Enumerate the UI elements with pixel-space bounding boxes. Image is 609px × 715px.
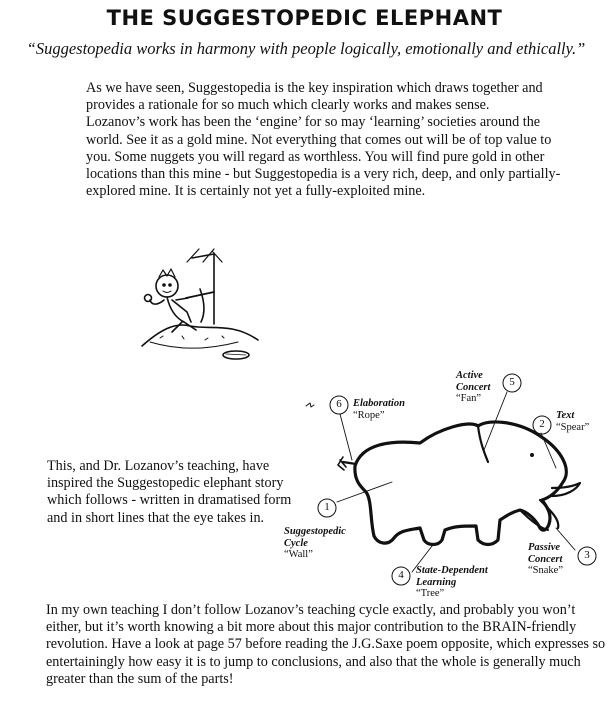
label-passive-concert: [528, 542, 580, 577]
pointer-line-6: [340, 414, 352, 460]
label-text: [556, 410, 606, 433]
elephant-tail-tuft: [338, 457, 346, 470]
label-elaboration: [353, 398, 423, 421]
label-title-2: Text: [556, 410, 575, 421]
label-sub-2: “Spear”: [556, 421, 590, 433]
label-sub-1: “Wall”: [284, 549, 313, 560]
label-sub-3: “Snake”: [528, 565, 563, 576]
label-active-concert: [456, 370, 502, 405]
elephant-body: [355, 422, 566, 545]
elephant-tail: [343, 462, 356, 464]
intro-paragraph-1: As we have seen, Suggestopedia is the key inspiration which draws together and provides a rationale for so much which clearly works and makes sense.: [86, 80, 543, 114]
elephant-eye: [530, 453, 534, 457]
label-title-1: Suggestopedic Cycle: [284, 526, 346, 549]
label-state-dependent-learning: [416, 565, 506, 600]
page-subtitle-quote: “Suggestopedia works in harmony with people logically, emotionally and ethically.”: [26, 39, 586, 58]
marker-number-3: 3: [584, 549, 590, 561]
marker-number-5: 5: [509, 376, 515, 388]
label-sub-5: “Fan”: [456, 393, 482, 404]
pointer-line-1: [337, 482, 392, 502]
marker-number-1: 1: [324, 501, 330, 513]
closing-text: In my own teaching I don’t follow Lozanov’s teaching cycle exactly, and probably you won’t either, but it’s worth knowing a bit more about this major contribution to the BRAIN-friendly revolution. Have a look at page 57 before reading the J.G.Saxe poem opposite, which expresses so entertainingly how easy it is to jump to conclusions, and also that the whole is generally much greater than the sum of the parts!: [46, 602, 606, 687]
scribble-icon: [306, 403, 314, 407]
label-title-4: State-Dependent Learning: [416, 565, 488, 588]
intro-paragraph-2: Lozanov’s work has been the ‘engine’ for so may ‘learning’ societies around the world. See it as a gold mine. Not everything that comes out will be of top value to you. Some nuggets you will regard as worthless. You will find pure gold in other locations than this mine - but Suggestopedia is a very rich, deep, and only partially-explored mine. It is certainly not yet a fully-exploited mine.: [86, 114, 561, 200]
elephant-intro-text: This, and Dr. Lozanov’s teaching, have inspired the Suggestopedic elephant story which follows - written in dramatised form and in short lines that the eye takes in.: [47, 458, 292, 526]
page-title: THE SUGGESTOPEDIC ELEPHANT: [106, 6, 503, 30]
label-title-5: Active Concert: [456, 370, 491, 393]
marker-number-4: 4: [398, 569, 404, 581]
label-sub-4: “Tree”: [416, 588, 445, 599]
marker-number-2: 2: [539, 418, 545, 430]
label-title-3: Passive Concert: [528, 542, 563, 565]
marker-number-6: 6: [336, 398, 342, 410]
label-suggestopedic-cycle: [284, 526, 364, 561]
label-sub-6: “Rope”: [353, 409, 385, 421]
label-title-6: Elaboration: [353, 398, 405, 409]
pointer-line-2: [541, 433, 556, 468]
